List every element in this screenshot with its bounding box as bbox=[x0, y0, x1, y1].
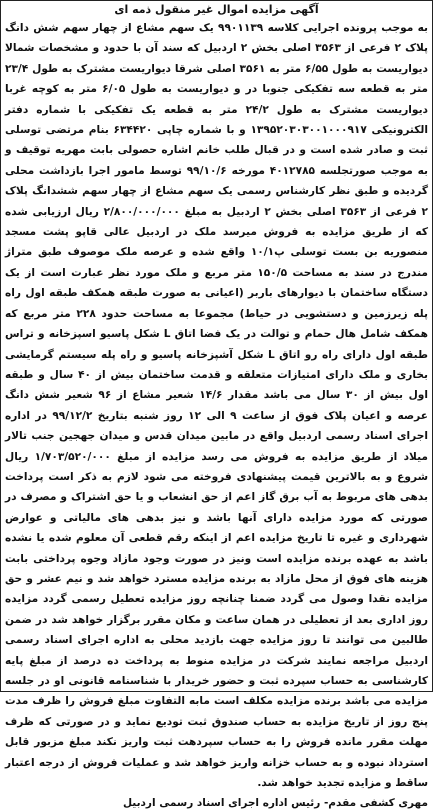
notice-title: آگهی مزایده اموال غیر منقول ذمه ای bbox=[114, 3, 319, 16]
notice-signature: مهری کشفی مقدم- رئیس اداره اجرای اسناد رسمی اردبیل bbox=[122, 797, 428, 810]
notice-body: به موجب پرونده اجرایی کلاسه ۹۹۰۱۱۳۹ یک سهم مشاع از چهار سهم شش دانگ پلاک ۲ فرعی از ۳۵۶۳ اصلی بخش ۲ اردبیل که سند آن با حدود و مشخصات شمالا دیواریست به طول ۶/۵۵ متر به ۳۵۶۱ اصلی شرقا دیواریست مشترک به طول ۲۳/۴ متر به قطعه سه تفکیکی جنوبا در و دیواریست به طول ۶/۰۵ متر به کوچه غربا دیواریست مشترک به طول ۲۴/۲ متر به قطعه یک تفکیکی با شماره دفتر الکترونیکی ۱۳۹۵۲۰۳۰۳۰۰۱۰۰۰۹۱۷ و با شماره چاپی ۶۳۴۴۲۰ بنام مرتضی توسلی ثبت و صادر شده است و در قبال طلب خانم اشاره حصولی بابت مهریه توقیف و به موجب صورتجلسه ۴۰۱۲۷۸۵ مورخه ۹۹/۱۰/۶ توسط مامور اجرا بازداشت محلی گردیده و طبق نظر کارشناس رسمی یک سهم مشاع از چهار سهم ششدانگ پلاک ۲ فرعی از ۳۵۶۳ اصلی بخش ۲ اردبیل به مبلغ ۲/۸۰۰/۰۰۰/۰۰۰ ریال ارزیابی شده که از طریق مزایده به فروش میرسد ملک در اردبیل عالی قاپو پشت مسجد منصوریه بن بست توسلی پ۱۰/۱ واقع شده و عرصه ملک موصوف طبق متراژ مندرج در سند به مساحت ۱۵۰/۵ متر مربع و ملک مورد نظر عبارت است از یک دستگاه ساختمان با دیوارهای باربر (اعیانی به صورت طبقه همکف طبقه اول راه پله زیرزمین و دستشویی در حیاط) مجموعا به مساحت حدود ۲۲۸ متر مربع که همکف شامل هال حمام و توالت در یک فضا اتاق L شکل پاسیو اسپزخانه و تراس طبقه اول دارای راه رو اتاق L شکل آشپزخانه پاسیو و راه پله سیستم گرمایشی بخاری و ملک دارای امتیازات متعلقه و قدمت ساختمان بیش از ۴۰ سال و طبقه اول بیش از ۳۰ سال می باشد مقدار ۱۴/۶ شعیر مشاع از ۹۶ شعیر شش دانگ عرصه و اعیان پلاک فوق از ساعت ۹ الی ۱۲ روز شنبه بتاریخ ۹۹/۱۲/۲ در اداره اجرای اسناد رسمی اردبیل واقع در مابین میدان قدس و میدان جهجین جنب تالار میلاد از طریق مزایده به فروش می رسد مزایده از مبلغ ۱/۷۰۳/۵۲۰/۰۰۰ ریال شروع و به بالاترین قیمت پیشنهادی فروخته می شود لازم به ذکر است پرداخت بدهی های مربوط به آب برق گاز اعم از حق انشعاب و یا حق اشتراک و مصرف در صورتی که مورد مزایده دارای آنها باشد و نیز بدهی های مالیاتی و عوارض شهرداری و غیره تا تاریخ مزایده اعم از اینکه رقم قطعی آن معلوم شده یا نشده باشد به عهده برنده مزایده است ونیز در صورت وجود مازاد وجوه پرداختی بابت هزینه های فوق از محل مازاد به برنده مزایده مسترد خواهد شد و نیم عشر و حق مزایده نقدا وصول می گردد ضمنا چنانچه روز مزایده تعطیل رسمی گردد مزایده روز اداری بعد از تعطیلی در همان ساعت و مکان مقرر برگزار خواهد شد در ضمن طالبین می توانند تا روز مزایده جهت بازدید محلی به اداره اجرای اسناد رسمی اردبیل مراجعه نمایند شرکت در مزایده منوط به پرداخت ده درصد از مبلغ پایه کارشناسی به حساب سپرده ثبت و حضور خریدار با شناسنامه قانونی او در جلسه مزایده می باشد برنده مزایده مکلف است مابه التفاوت مبلغ فروش را ظرف مدت پنج روز از تاریخ مزایده به حساب صندوق ثبت تودیع نماید و در صورتی که ظرف مهلت مقرر مانده فروش را به حساب سپردهت ثبت واریز نکند مبلغ مزبور قابل استرداد نبوده و به حساب خزانه واریز خواهد شد و عملیات فروش از درجه اعتبار ساقط و مزایده تجدید خواهد شد. bbox=[5, 22, 429, 790]
